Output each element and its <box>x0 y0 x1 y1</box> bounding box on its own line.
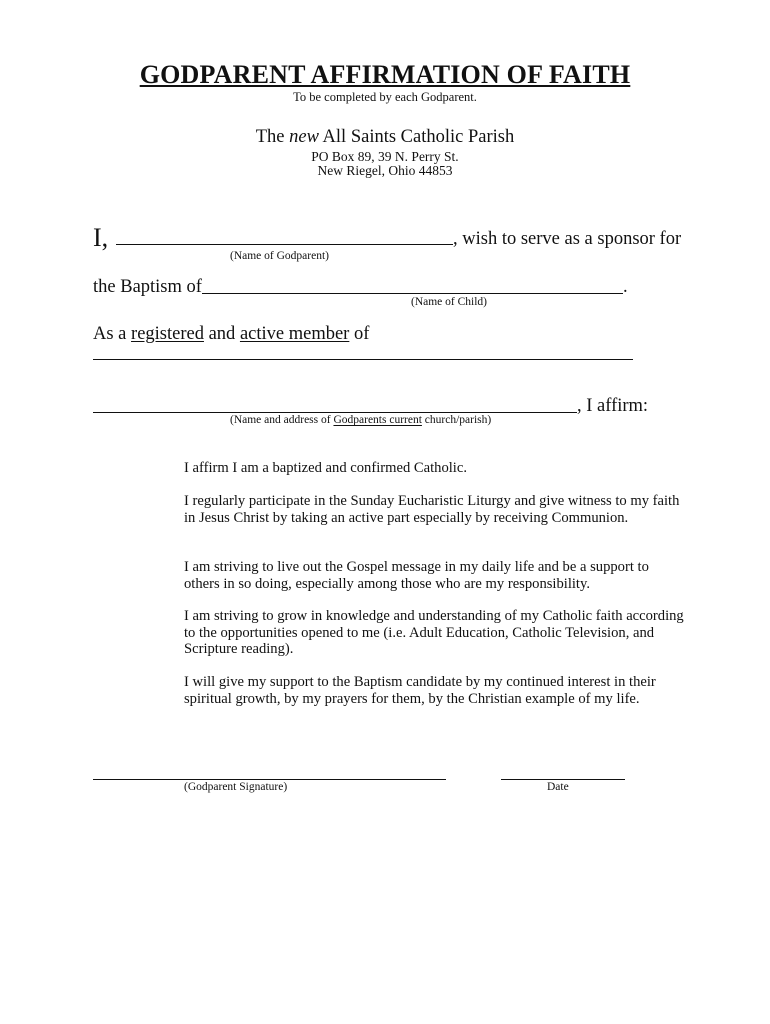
sponsor-text: , wish to serve as a sponsor for <box>453 229 682 249</box>
church-address-field[interactable] <box>93 412 577 413</box>
parish-name-post: All Saints Catholic Parish <box>318 127 515 147</box>
affirmation-4: I am striving to grow in knowledge and understanding of my Catholic faith according to the opportunities opened to me (i.e. Adult Education, Catholic Television, and Scripture reading). <box>184 608 684 657</box>
church-caption-pre: (Name and address of <box>230 414 334 426</box>
parish-name <box>0 127 770 148</box>
affirmation-5: I will give my support to the Baptism candidate by my continued interest in their spiritual growth, by my prayers for them, by the Christian example of my life. <box>184 674 656 707</box>
date-field[interactable] <box>501 779 625 780</box>
member-active: active member <box>239 324 350 344</box>
child-name-caption: (Name of Child) <box>411 296 488 308</box>
godparent-name-field[interactable] <box>116 244 453 245</box>
affirmation-2: I regularly participate in the Sunday Eucharistic Liturgy and give witness to my faith in Jesus Christ by taking an active part especially by receiving Communion. <box>184 493 680 526</box>
parish-name-new: new <box>289 127 319 147</box>
member-statement <box>93 324 369 345</box>
date-caption: Date <box>547 781 569 793</box>
baptism-label: the Baptism of <box>93 277 202 297</box>
signature-field[interactable] <box>93 779 446 780</box>
church-caption <box>230 414 491 426</box>
affirmation-1: I affirm I am a baptized and confirmed Catholic. <box>184 460 467 476</box>
baptism-period: . <box>623 277 628 297</box>
document-subtitle: To be completed by each Godparent. <box>293 90 477 104</box>
godparent-name-caption: (Name of Godparent) <box>230 250 329 262</box>
parish-address-line1: PO Box 89, 39 N. Perry St. <box>311 149 459 164</box>
church-caption-underlined: Godparents current <box>333 414 422 426</box>
member-pre: As a <box>93 324 132 344</box>
document-title: GODPARENT AFFIRMATION OF FAITH <box>139 60 631 89</box>
church-caption-post: church/parish) <box>421 414 492 426</box>
affirmation-3: I am striving to live out the Gospel message in my daily life and be a support to others in so doing, especially among those who are my responsibility. <box>184 559 649 592</box>
member-and: and <box>203 324 240 344</box>
member-of: of <box>349 324 370 344</box>
church-name-field[interactable] <box>93 359 633 360</box>
affirm-text: , I affirm: <box>577 396 649 416</box>
i-label: I, <box>93 223 109 252</box>
child-name-field[interactable] <box>202 293 623 294</box>
member-registered: registered <box>131 324 204 344</box>
parish-address-line2: New Riegel, Ohio 44853 <box>317 163 453 178</box>
parish-name-pre: The <box>255 127 290 147</box>
signature-caption: (Godparent Signature) <box>184 781 288 793</box>
